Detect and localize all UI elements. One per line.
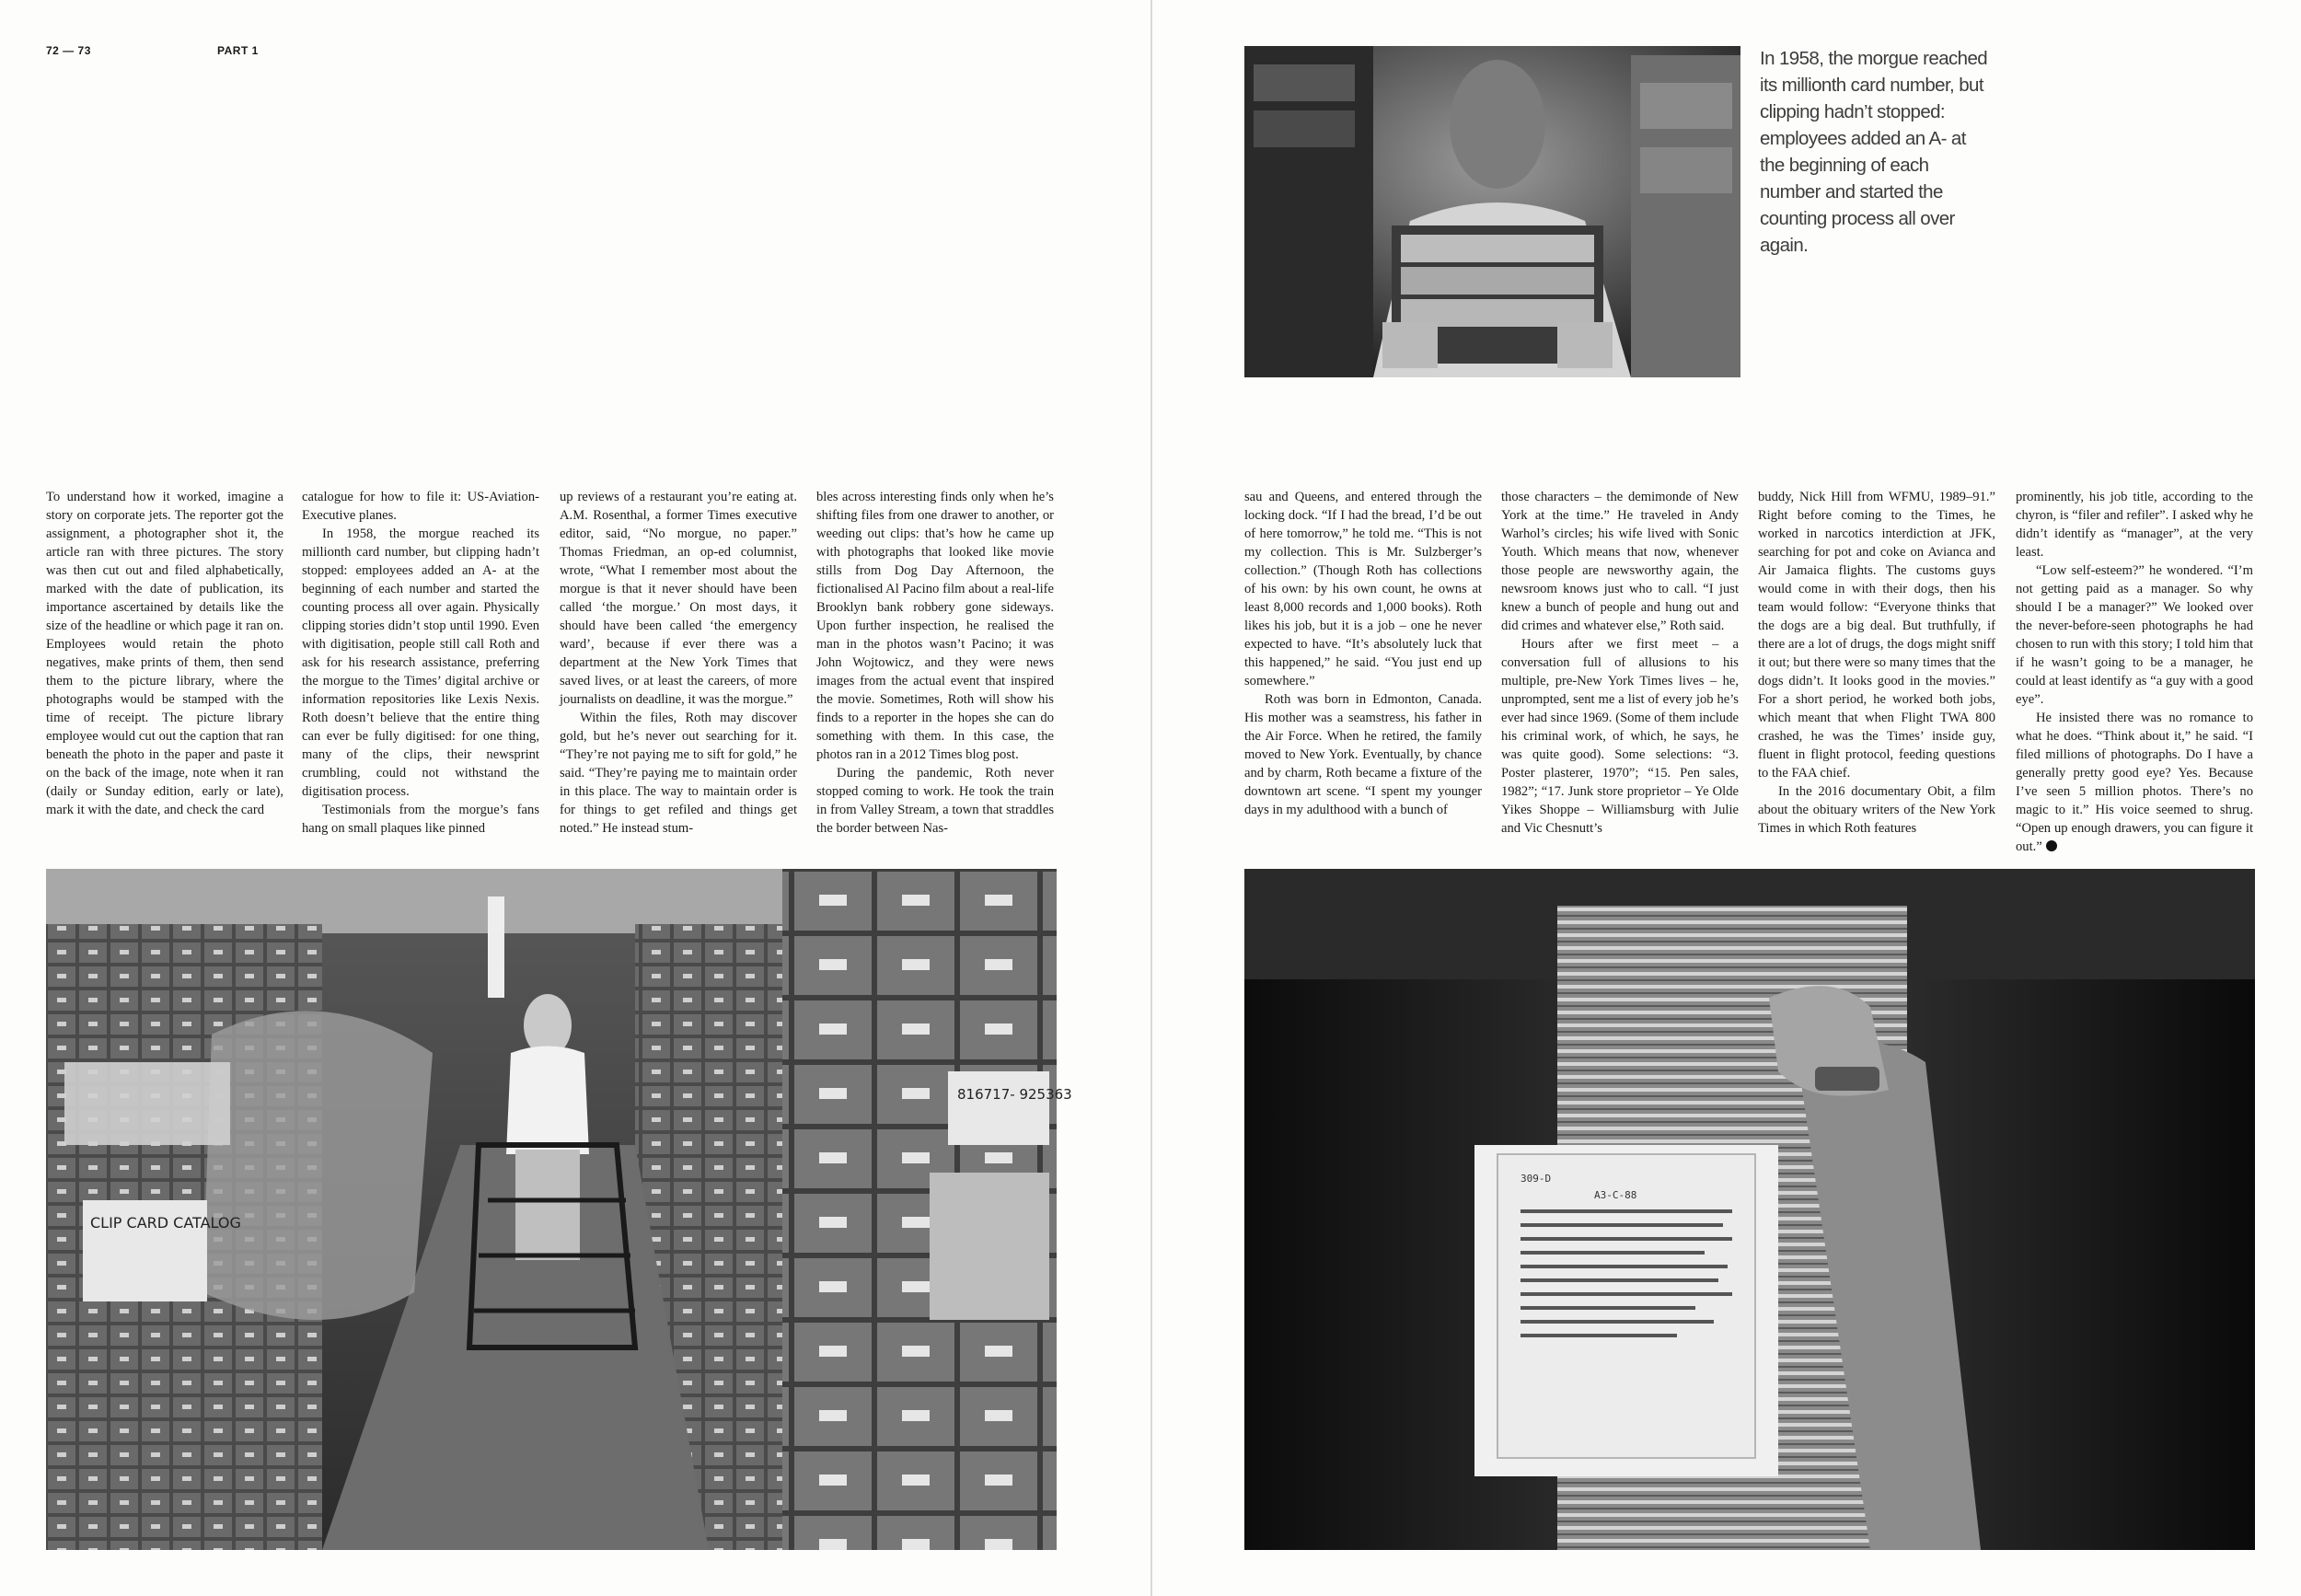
text-column-6: [1501, 488, 1739, 856]
paragraph: Testimonials from the morgue’s fans hang on small plaques like pinned: [302, 803, 539, 836]
text-column-3: [560, 488, 797, 856]
paragraph: up reviews of a restaurant you’re eating at. A.M. Rosenthal, a former Times executive editor, said, “No morgue, no paper.” Thomas Friedman, an op-ed columnist, wrote, “What I remember most about the morgue is that it never should have been called ‘the morgue.’ On most days, it should have been called ‘the emergency ward’, because if ever there was a department at the New York Times that saved lives, or at least the careers, of more journalists on deadline, it was the morgue.”: [560, 490, 797, 707]
photo-hand-pulling-print: [1244, 869, 2255, 1550]
photo-caption: In 1958, the morgue reached its millionth card number, but clipping hadn’t stopped: employees added an A- at the beginning of each number and started the counting process all over again.: [1760, 48, 1988, 256]
paragraph: buddy, Nick Hill from WFMU, 1989–91.” Right before coming to the Times, he worked in narcotics interdiction at JFK, searching for pot and coke on Avianca and Air Jamaica flights. The customs guys would come in with their dogs, then his team would follow: “Everyone thinks that the dogs are a big deal. But truthfully, if there are a lot of drugs, the dogs might sniff it out; but there were so many times that the dogs didn’t. It looks good in the movies.” For a short period, he worked both jobs, which meant that when Flight TWA 800 crashed, he was the Times’ inside guy, fluent in flight protocol, feeding questions to the FAA chief.: [1758, 490, 1995, 781]
paragraph: [2016, 709, 2253, 856]
text-column-2: [302, 488, 539, 856]
paragraph: To understand how it worked, imagine a story on corporate jets. The reporter got the assignment, a photographer shot it, the article ran with three pictures. The story was then cut out and filed alphabetically, marked with the date of publication, its importance ascertained by details like the size of the headline or which page it ran on. Employees would retain the photo negatives, make prints of them, then send them to the picture library, where the photographs would be stamped with the time of receipt. The picture library employee would cut out the caption that ran beneath the photo in the paper and paste it on the back of the image, note when it ran (daily or Sunday edition, early or late), mark it with the date, and check the card: [46, 490, 283, 817]
text-column-5: [1244, 488, 1482, 856]
label-drawer-number: 816717- 925363: [957, 1086, 1072, 1103]
paragraph: catalogue for how to file it: US-Aviation-Executive planes.: [302, 490, 539, 523]
photo-archive-aisle: [46, 869, 1072, 1550]
text-column-7: [1758, 488, 1995, 856]
paragraph-text: He insisted there was no romance to what he does. “Think about it,” he said. “I filed millions of photographs. Do I have a generally pretty good eye? Yes. Because I’ve seen 5 million photos. There’s no magic to it.” His voice seemed to shrug. “Open up enough drawers, you can figure it out.”: [2016, 711, 2253, 854]
paragraph: prominently, his job title, according to the chyron, is “filer and refiler”. I asked why he didn’t identify as “manager”, at the very least.: [2016, 490, 2253, 560]
paragraph: In the 2016 documentary Obit, a film about the obituary writers of the New York Times in which Roth features: [1758, 784, 1995, 836]
section-label: PART 1: [217, 44, 259, 57]
paragraph: “Low self-esteem?” he wondered. “I’m not getting paid as a manager. So why should I be a manager?” We looked over the never-before-seen photographs he had chosen to run with this story; I told him that if he wasn’t going to be a manager, he could at least identify as “a guy with a good eye”.: [2016, 563, 2253, 707]
paragraph: Within the files, Roth may discover gold, but he’s never out searching for it. “They’re not paying me to sift for gold,” he said. “They’re paying me to maintain order in this place. The way to maintain order is for things to get refiled and things get noted.” He instead stum-: [560, 711, 797, 836]
spine-divider: [1150, 0, 1152, 1596]
photo-man-holding-card-box: [1244, 46, 1740, 377]
end-of-article-mark: [2046, 840, 2057, 851]
text-column-4: [816, 488, 1054, 856]
text-column-1: [46, 488, 283, 856]
label-clip-card-catalog: CLIP CARD CATALOG: [90, 1214, 241, 1232]
card-header: 309-D: [1521, 1173, 1552, 1185]
paragraph: Hours after we first meet – a conversation full of allusions to his multiple, pre-New York Times lives – he, unprompted, sent me a list of every job he’s ever had since 1969. (Some of them include his criminal work, of which, he says, he was quite good). Some selections: “3. Poster plasterer, 1970”; “15. Pen sales, 1982”; “17. Junk store proprietor – Ye Olde Yikes Shoppe – Williamsburg with Julie and Vic Chesnutt’s: [1501, 637, 1739, 836]
paragraph: During the pandemic, Roth never stopped coming to work. He took the train in from Valley Stream, a town that straddles the border between Nas-: [816, 766, 1054, 836]
paragraph: those characters – the demimonde of New York at the time.” He traveled in Andy Warhol’s circles; his wife lived with Sonic Youth. Which means that now, whenever those people are newsworthy again, the newsroom knows just who to call. “I just knew a bunch of people and hung out and did crimes and whatever else,” Roth said.: [1501, 490, 1739, 633]
paragraph: sau and Queens, and entered through the locking dock. “If I had the bread, I’d be out of here tomorrow,” he told me. “This is not my collection. This is Mr. Sulzberger’s collection.” (Though Roth has collections of his own: by his own count, he owns at least 8,000 records and 1,000 books). Roth likes his job, but it is a job – one he never expected to have. “It’s absolutely luck that this happened,” he said. “You just end up somewhere.”: [1244, 490, 1482, 688]
paragraph: Roth was born in Edmonton, Canada. His mother was a seamstress, his father in the Air Force. When he retired, the family moved to New York. Eventually, by chance and by charm, Roth became a fixture of the downtown art scene. “I spent my younger days in my adulthood with a bunch of: [1244, 692, 1482, 817]
page-numbers: 72 — 73: [46, 44, 91, 57]
paragraph: In 1958, the morgue reached its millionth card number, but clipping hadn’t stopped: employees added an A- at the beginning of each number and started the counting process all over again. Physically clipping stories didn’t stop until 1990. Even with digitisation, people still call Roth and ask for his research assistance, preferring the morgue to the Times’ digital archive or information repositories like Lexis Nexis. Roth doesn’t believe that the entire thing can ever be fully digitised: for one thing, many of the clips, their newsprint crumbling, could not withstand the digitisation process.: [302, 526, 539, 799]
text-column-8: [2016, 488, 2253, 856]
card-number: A3-C-88: [1594, 1189, 1637, 1201]
paragraph: bles across interesting finds only when he’s shifting files from one drawer to another, or weeding out clips: that’s how he came up with photographs that looked like movie stills from Dog Day Afternoon, the fictionalised Al Pacino film about a real-life Brooklyn bank robbery gone sideways. Upon further inspection, he realised the man in the photos wasn’t Pacino; it was John Wojtowicz, and they were news images from the actual event that inspired the movie. Sometimes, Roth will show his finds to a reporter in the hopes she can do something with them. In this case, the photos ran in a 2012 Times blog post.: [816, 490, 1054, 762]
